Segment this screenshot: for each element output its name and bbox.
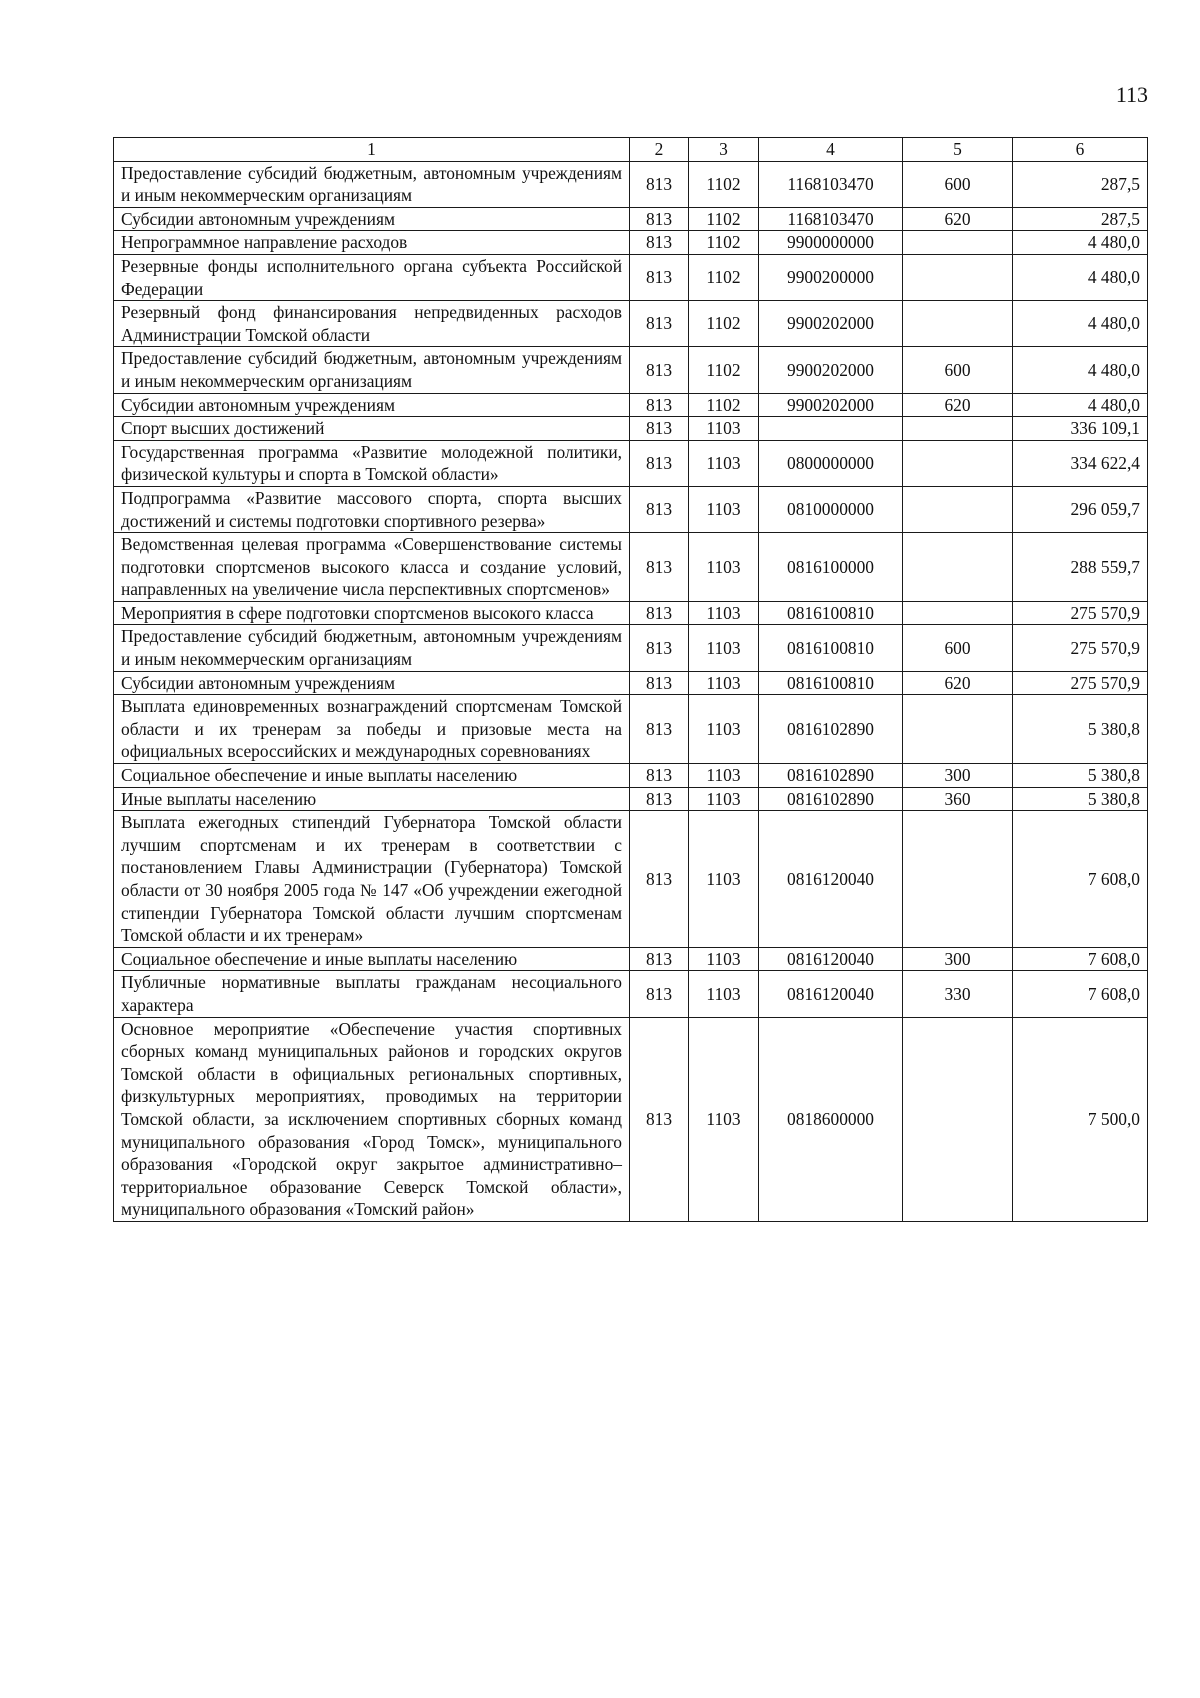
table-row [114, 440, 1148, 486]
cell-expense-type [903, 301, 1013, 347]
cell-target-article: 0816120040 [759, 971, 903, 1017]
cell-name: Государственная программа «Развитие молодежной политики, физической культуры и спорта в Томской области» [114, 440, 630, 486]
cell-sum: 296 059,7 [1013, 486, 1148, 532]
cell-grbs: 813 [630, 486, 689, 532]
cell-target-article: 0816100810 [759, 671, 903, 695]
cell-name: Субсидии автономным учреждениям [114, 671, 630, 695]
cell-section: 1103 [689, 601, 759, 625]
cell-target-article: 0818600000 [759, 1017, 903, 1221]
cell-target-article: 0810000000 [759, 486, 903, 532]
cell-expense-type: 600 [903, 161, 1013, 207]
cell-target-article [759, 417, 903, 441]
cell-name: Предоставление субсидий бюджетным, автономным учреждениям и иным некоммерческим организациям [114, 161, 630, 207]
cell-target-article: 1168103470 [759, 161, 903, 207]
cell-name: Резервный фонд финансирования непредвиденных расходов Администрации Томской области [114, 301, 630, 347]
cell-section: 1103 [689, 811, 759, 948]
header-row [114, 138, 1148, 162]
col-section-header: 3 [689, 138, 759, 162]
table-row [114, 417, 1148, 441]
table-row [114, 787, 1148, 811]
col-name-header: 1 [114, 138, 630, 162]
cell-grbs: 813 [630, 671, 689, 695]
table-body [114, 161, 1148, 1221]
cell-sum: 7 500,0 [1013, 1017, 1148, 1221]
cell-section: 1103 [689, 417, 759, 441]
table-row [114, 671, 1148, 695]
col-target-header: 4 [759, 138, 903, 162]
cell-target-article: 0816100810 [759, 625, 903, 671]
cell-section: 1102 [689, 347, 759, 393]
table-header [114, 138, 1148, 162]
cell-grbs: 813 [630, 231, 689, 255]
table-row [114, 971, 1148, 1017]
cell-target-article: 1168103470 [759, 207, 903, 231]
cell-expense-type: 600 [903, 347, 1013, 393]
cell-expense-type [903, 811, 1013, 948]
cell-grbs: 813 [630, 695, 689, 764]
cell-expense-type: 360 [903, 787, 1013, 811]
cell-expense-type: 620 [903, 671, 1013, 695]
cell-grbs: 813 [630, 440, 689, 486]
cell-section: 1102 [689, 393, 759, 417]
cell-name: Иные выплаты населению [114, 787, 630, 811]
cell-expense-type [903, 417, 1013, 441]
cell-name: Субсидии автономным учреждениям [114, 393, 630, 417]
cell-target-article: 9900000000 [759, 231, 903, 255]
cell-grbs: 813 [630, 601, 689, 625]
cell-target-article: 0816102890 [759, 695, 903, 764]
budget-table [113, 137, 1148, 1222]
cell-sum: 4 480,0 [1013, 393, 1148, 417]
cell-sum: 4 480,0 [1013, 347, 1148, 393]
cell-section: 1103 [689, 695, 759, 764]
cell-expense-type [903, 440, 1013, 486]
cell-sum: 336 109,1 [1013, 417, 1148, 441]
cell-sum: 275 570,9 [1013, 601, 1148, 625]
cell-expense-type [903, 695, 1013, 764]
cell-name: Резервные фонды исполнительного органа субъекта Российской Федерации [114, 254, 630, 300]
cell-grbs: 813 [630, 301, 689, 347]
cell-name: Субсидии автономным учреждениям [114, 207, 630, 231]
cell-section: 1103 [689, 947, 759, 971]
col-type-header: 5 [903, 138, 1013, 162]
cell-expense-type [903, 231, 1013, 255]
cell-section: 1103 [689, 971, 759, 1017]
col-gr-header: 2 [630, 138, 689, 162]
cell-grbs: 813 [630, 787, 689, 811]
cell-grbs: 813 [630, 764, 689, 788]
cell-target-article: 0816102890 [759, 787, 903, 811]
cell-name: Спорт высших достижений [114, 417, 630, 441]
cell-name: Социальное обеспечение и иные выплаты населению [114, 947, 630, 971]
cell-sum: 334 622,4 [1013, 440, 1148, 486]
cell-section: 1102 [689, 231, 759, 255]
table-row [114, 764, 1148, 788]
table-row [114, 207, 1148, 231]
cell-grbs: 813 [630, 417, 689, 441]
table-row [114, 1017, 1148, 1221]
cell-name: Непрограммное направление расходов [114, 231, 630, 255]
table-row [114, 301, 1148, 347]
cell-section: 1103 [689, 671, 759, 695]
cell-expense-type [903, 533, 1013, 602]
cell-expense-type: 300 [903, 947, 1013, 971]
cell-sum: 5 380,8 [1013, 695, 1148, 764]
table-row [114, 254, 1148, 300]
cell-target-article: 9900200000 [759, 254, 903, 300]
cell-section: 1102 [689, 301, 759, 347]
cell-expense-type: 300 [903, 764, 1013, 788]
cell-expense-type: 620 [903, 207, 1013, 231]
cell-section: 1102 [689, 254, 759, 300]
cell-target-article: 9900202000 [759, 301, 903, 347]
table-row [114, 625, 1148, 671]
cell-target-article: 0816100810 [759, 601, 903, 625]
col-sum-header: 6 [1013, 138, 1148, 162]
cell-target-article: 0800000000 [759, 440, 903, 486]
cell-expense-type [903, 486, 1013, 532]
cell-target-article: 0816120040 [759, 811, 903, 948]
cell-name: Социальное обеспечение и иные выплаты населению [114, 764, 630, 788]
table-row [114, 486, 1148, 532]
cell-section: 1103 [689, 787, 759, 811]
cell-target-article: 0816100000 [759, 533, 903, 602]
table-row [114, 811, 1148, 948]
cell-sum: 7 608,0 [1013, 811, 1148, 948]
cell-grbs: 813 [630, 811, 689, 948]
cell-section: 1103 [689, 440, 759, 486]
cell-name: Выплата единовременных вознаграждений спортсменам Томской области и их тренерам за победы и призовые места на официальных всероссийских и международных соревнованиях [114, 695, 630, 764]
table-row [114, 161, 1148, 207]
cell-sum: 4 480,0 [1013, 231, 1148, 255]
cell-name: Подпрограмма «Развитие массового спорта, спорта высших достижений и системы подготовки спортивного резерва» [114, 486, 630, 532]
cell-section: 1103 [689, 625, 759, 671]
cell-grbs: 813 [630, 971, 689, 1017]
cell-sum: 4 480,0 [1013, 301, 1148, 347]
cell-grbs: 813 [630, 947, 689, 971]
cell-grbs: 813 [630, 625, 689, 671]
cell-sum: 287,5 [1013, 207, 1148, 231]
cell-section: 1103 [689, 764, 759, 788]
cell-name: Выплата ежегодных стипендий Губернатора Томской области лучшим спортсменам и их тренерам в соответствии с постановлением Главы Администрации (Губернатора) Томской области от 30 ноября 2005 года № 147 «Об учреждении ежегодной стипендии Губернатора Томской области лучшим спортсменам Томской области и их тренерам» [114, 811, 630, 948]
cell-name: Ведомственная целевая программа «Совершенствование системы подготовки спортсменов высокого класса и создание условий, направленных на увеличение числа перспективных спортсменов» [114, 533, 630, 602]
table-row [114, 601, 1148, 625]
cell-section: 1103 [689, 486, 759, 532]
table-row [114, 533, 1148, 602]
cell-grbs: 813 [630, 347, 689, 393]
cell-expense-type [903, 601, 1013, 625]
cell-expense-type [903, 254, 1013, 300]
cell-grbs: 813 [630, 207, 689, 231]
cell-target-article: 9900202000 [759, 347, 903, 393]
cell-section: 1103 [689, 533, 759, 602]
cell-grbs: 813 [630, 161, 689, 207]
cell-name: Мероприятия в сфере подготовки спортсменов высокого класса [114, 601, 630, 625]
cell-sum: 4 480,0 [1013, 254, 1148, 300]
cell-expense-type: 620 [903, 393, 1013, 417]
cell-grbs: 813 [630, 393, 689, 417]
cell-grbs: 813 [630, 1017, 689, 1221]
cell-sum: 287,5 [1013, 161, 1148, 207]
cell-name: Предоставление субсидий бюджетным, автономным учреждениям и иным некоммерческим организациям [114, 625, 630, 671]
page-number: 113 [1115, 82, 1148, 107]
cell-name: Предоставление субсидий бюджетным, автономным учреждениям и иным некоммерческим организациям [114, 347, 630, 393]
cell-expense-type [903, 1017, 1013, 1221]
cell-grbs: 813 [630, 533, 689, 602]
cell-sum: 7 608,0 [1013, 947, 1148, 971]
table-row [114, 695, 1148, 764]
cell-section: 1102 [689, 207, 759, 231]
cell-grbs: 813 [630, 254, 689, 300]
cell-expense-type: 600 [903, 625, 1013, 671]
table-row [114, 393, 1148, 417]
cell-sum: 275 570,9 [1013, 625, 1148, 671]
table-row [114, 947, 1148, 971]
cell-sum: 288 559,7 [1013, 533, 1148, 602]
cell-section: 1103 [689, 1017, 759, 1221]
cell-sum: 5 380,8 [1013, 764, 1148, 788]
cell-target-article: 0816120040 [759, 947, 903, 971]
cell-sum: 5 380,8 [1013, 787, 1148, 811]
table-row [114, 231, 1148, 255]
cell-target-article: 9900202000 [759, 393, 903, 417]
cell-target-article: 0816102890 [759, 764, 903, 788]
cell-sum: 7 608,0 [1013, 971, 1148, 1017]
cell-section: 1102 [689, 161, 759, 207]
cell-name: Публичные нормативные выплаты гражданам несоциального характера [114, 971, 630, 1017]
table-row [114, 347, 1148, 393]
cell-expense-type: 330 [903, 971, 1013, 1017]
cell-name: Основное мероприятие «Обеспечение участия спортивных сборных команд муниципальных районов и городских округов Томской области в официальных региональных спортивных, физкультурных мероприятиях, проводимых на территории Томской области, за исключением спортивных сборных команд муниципального образования «Город Томск», муниципального образования «Городской округ закрытое административно–территориальное образование Северск Томской области», муниципального образования «Томский район» [114, 1017, 630, 1221]
cell-sum: 275 570,9 [1013, 671, 1148, 695]
